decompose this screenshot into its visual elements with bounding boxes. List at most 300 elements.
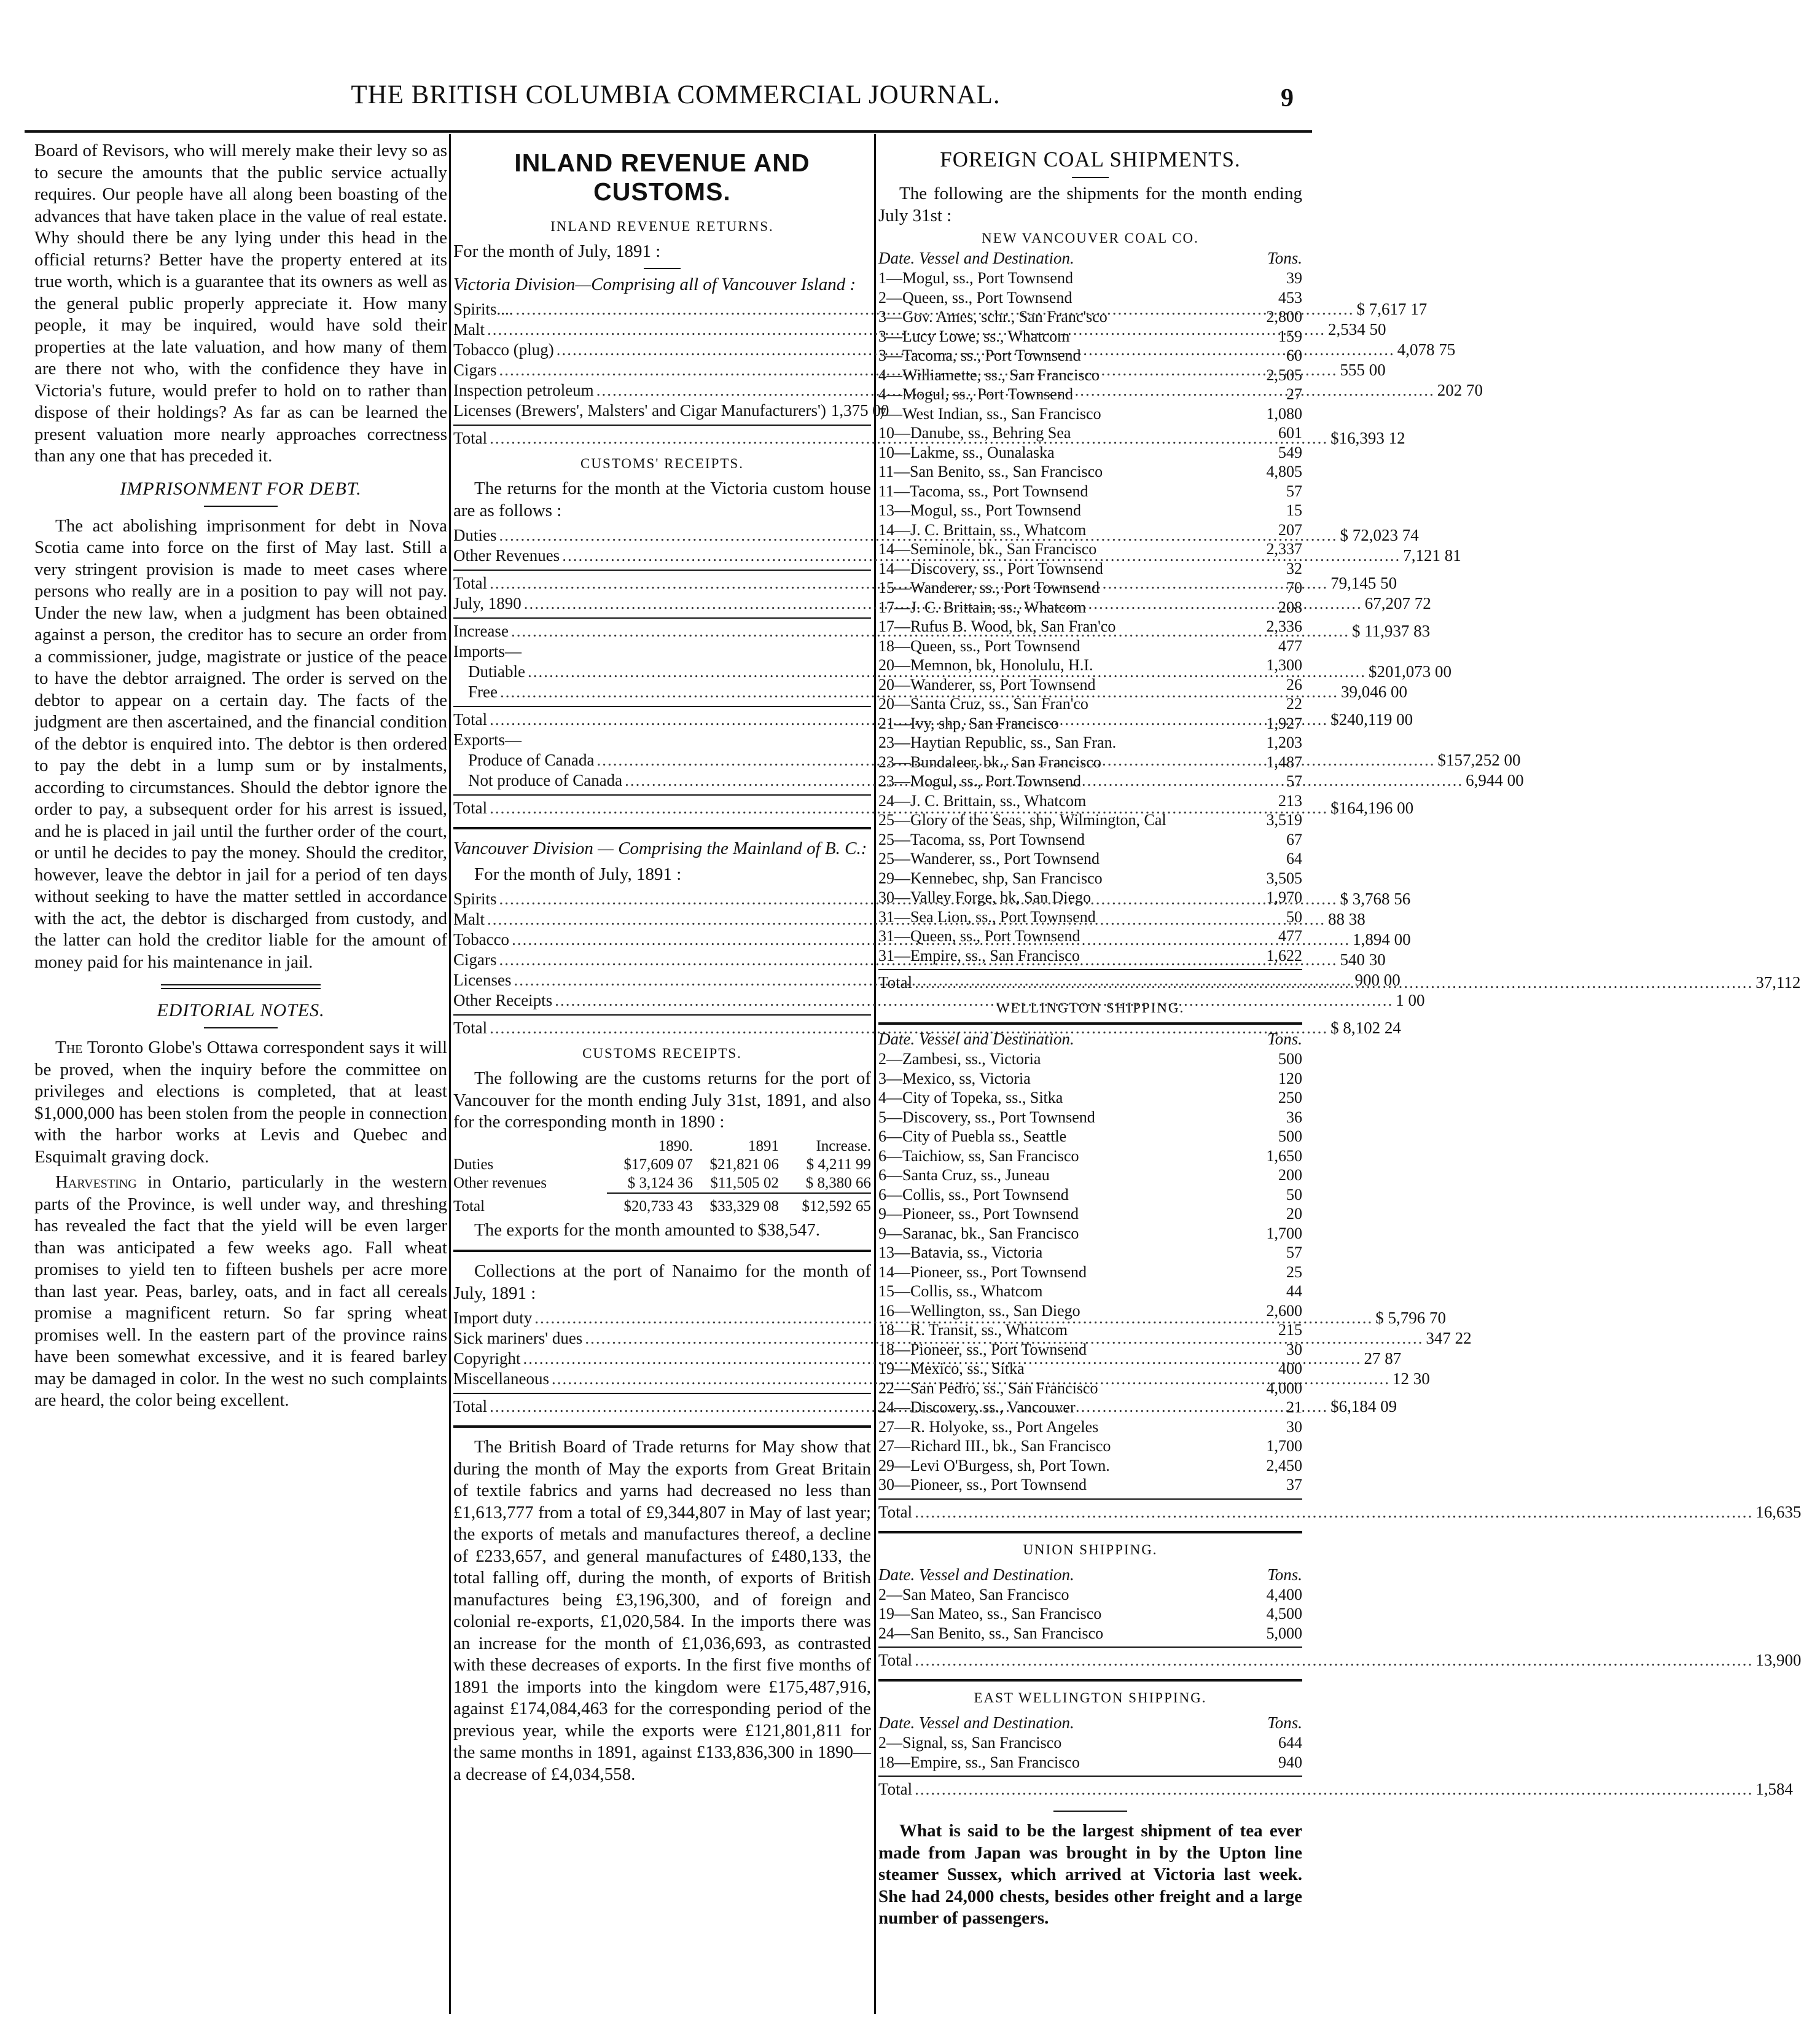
row-label: Free xyxy=(468,683,498,701)
journal-title: THE BRITISH COLUMBIA COMMERCIAL JOURNAL. xyxy=(351,80,1001,109)
row-label: Malt xyxy=(453,320,485,339)
row-label: Total xyxy=(878,1651,913,1669)
row-value: 1,375 00 xyxy=(830,401,889,420)
row-label: Tobacco xyxy=(453,930,510,949)
eastwell-sub: EAST WELLINGTON SHIPPING. xyxy=(974,1690,1207,1705)
row-value: 27 87 xyxy=(1364,1349,1402,1368)
shipment-tons: 21 xyxy=(1286,1398,1302,1416)
shipment-vessel: 2—San Mateo, San Francisco xyxy=(878,1585,1069,1603)
shipment-vessel: 31—Empire, ss., San Francisco xyxy=(878,946,1080,965)
shipment-tons: 60 xyxy=(1286,347,1302,364)
shipment-row xyxy=(878,1624,1302,1643)
shipment-tons: 64 xyxy=(1286,850,1302,867)
row-label: Miscellaneous xyxy=(453,1369,549,1388)
leader-dots xyxy=(915,1779,1753,1799)
shipment-row xyxy=(878,482,1302,501)
shipment-row xyxy=(878,539,1302,559)
row-value: $ 11,937 83 xyxy=(1351,622,1431,640)
row-label: Cigars xyxy=(453,361,497,379)
shipment-tons: 22 xyxy=(1286,695,1302,713)
shipment-row xyxy=(878,423,1302,443)
shipment-tons: 15 xyxy=(1286,501,1302,519)
shipment-row xyxy=(878,907,1302,927)
shipment-vessel: 24—J. C. Brittain, ss., Whatcom xyxy=(878,791,1087,810)
row-label: Import duty xyxy=(453,1309,533,1327)
row-label: July, 1890 xyxy=(453,594,522,613)
row-label: Copyright xyxy=(453,1349,521,1368)
shipment-vessel: 20—Santa Cruz, ss., San Fran'co xyxy=(878,695,1088,713)
cell: $ 8,380 66 xyxy=(805,1174,871,1191)
head-label: Date. Vessel and Destination. xyxy=(878,249,1074,267)
note-text: Toronto Globe's Ottawa correspondent says it will be proved, when the inquiry before the committee on privileges and elections is completed, that at least $1,000,000 has been stolen from the people in connection with the harbor works at Levis and Quebec and Esquimalt graving dock. xyxy=(34,1038,447,1167)
cell: Other revenues xyxy=(453,1174,547,1191)
shipment-tons: 1,970 xyxy=(1266,888,1302,906)
shipment-tons: 1,203 xyxy=(1266,734,1302,751)
shipment-row xyxy=(878,1127,1302,1146)
section-rule xyxy=(878,1022,1302,1025)
imprisonment-heading: IMPRISONMENT FOR DEBT. xyxy=(120,478,362,499)
row-label: Total xyxy=(878,973,913,992)
divider xyxy=(1053,1811,1127,1812)
cell: $12,592 65 xyxy=(779,1192,871,1216)
shipment-vessel: 20—Memnon, bk, Honolulu, H.I. xyxy=(878,656,1093,674)
shipment-tons: 57 xyxy=(1286,482,1302,500)
editorial-note-1 xyxy=(34,1037,447,1168)
shipment-vessel: 2—Queen, ss., Port Townsend xyxy=(878,288,1072,307)
shipment-row xyxy=(878,385,1302,404)
shipment-vessel: 18—Pioneer, ss., Port Townsend xyxy=(878,1340,1087,1358)
shipment-vessel: 6—Collis, ss., Port Townsend xyxy=(878,1185,1069,1204)
shipment-row xyxy=(878,1585,1302,1605)
shipment-vessel: 25—Tacoma, ss, Port Townsend xyxy=(878,830,1085,848)
leader-dots xyxy=(915,1650,1753,1670)
row-label: Total xyxy=(453,1019,488,1037)
shipment-row xyxy=(878,1088,1302,1108)
shipment-vessel: 6—City of Puebla ss., Seattle xyxy=(878,1127,1067,1145)
shipment-tons: 215 xyxy=(1278,1321,1302,1339)
row-value: $157,252 00 xyxy=(1437,751,1521,769)
divider xyxy=(204,1027,278,1028)
divider xyxy=(1072,177,1109,178)
shipment-vessel: 30—Valley Forge, bk, San Diego xyxy=(878,888,1092,906)
shipment-row xyxy=(878,1340,1302,1360)
head-tons: Tons. xyxy=(1267,1565,1302,1584)
editorial-note-2 xyxy=(34,1172,447,1412)
shipment-tons: 1,080 xyxy=(1266,404,1302,423)
shipment-row xyxy=(878,772,1302,791)
nvcc-sub: NEW VANCOUVER COAL CO. xyxy=(982,230,1199,246)
row-value: $201,073 00 xyxy=(1368,662,1451,681)
cell: $20,733 43 xyxy=(607,1192,693,1216)
divider xyxy=(644,268,681,269)
tea-paragraph: What is said to be the largest shipment of tea ever made from Japan was brought in by the Upton line steamer Sussex, which arrived at Victoria last week. She had 24,000 chests, besides other freight and a large number of passengers. xyxy=(878,1821,1302,1928)
shipment-row xyxy=(878,830,1302,850)
shipment-tons: 500 xyxy=(1278,1050,1302,1068)
wellington-sub: WELLINGTON SHIPPING. xyxy=(996,1000,1185,1016)
shipment-vessel: 15—Collis, ss., Whatcom xyxy=(878,1282,1043,1300)
shipment-tons: 2,600 xyxy=(1266,1301,1302,1320)
shipment-tons: 1,700 xyxy=(1266,1224,1302,1242)
row-label: Licenses xyxy=(453,971,512,989)
shipment-row xyxy=(878,268,1302,288)
shipment-row xyxy=(878,1049,1302,1069)
shipment-vessel: 24—San Benito, ss., San Francisco xyxy=(878,1624,1104,1642)
shipment-row xyxy=(878,1301,1302,1321)
shipment-vessel: 11—Tacoma, ss., Port Townsend xyxy=(878,482,1088,500)
shipment-vessel: 2—Signal, ss, San Francisco xyxy=(878,1734,1062,1752)
shipment-row xyxy=(878,694,1302,714)
customs-sub: CUSTOMS' RECEIPTS. xyxy=(580,456,744,471)
cell: $33,329 08 xyxy=(693,1192,779,1216)
section-rule xyxy=(878,1679,1302,1682)
shipment-row xyxy=(878,675,1302,695)
row-value: $164,196 00 xyxy=(1330,799,1414,817)
shipment-row xyxy=(878,1456,1302,1476)
label: Imports— xyxy=(453,642,522,660)
shipment-row xyxy=(878,1263,1302,1282)
union-head xyxy=(878,1564,1302,1585)
revisors-paragraph: Board of Revisors, who will merely make their levy so as to secure the amounts that the public service actually requires. Our people have all along been boasting of the advances that have taken place in the value of real estate. Why should there be any lying under this head in the official returns? Better have the property entered at its true worth, which is a guarantee that its owners as well as the general public properly appreciate it. How many people, it may be inquired, would have sold their properties at the late valuation, and how many of them are there not who, with the confidence they have in Victoria's future, would prefer to hold on to rather than dispose of their holdings? As far as can be learned the present valuation more nearly approaches correctness than any one that has preceded it. xyxy=(34,141,447,466)
shipment-tons: 26 xyxy=(1286,675,1302,694)
row-value: 1 00 xyxy=(1396,991,1425,1009)
union-total xyxy=(878,1647,1801,1670)
shipment-vessel: 31—Sea Lion, ss., Port Townsend xyxy=(878,907,1096,926)
row-value: 37,112 xyxy=(1756,973,1801,992)
lead-word: The xyxy=(55,1038,83,1057)
row-value: 1,894 00 xyxy=(1353,930,1411,949)
shipment-row xyxy=(878,1359,1302,1379)
row-label: Total xyxy=(453,1397,488,1416)
shipment-vessel: 1—Mogul, ss., Port Townsend xyxy=(878,269,1073,287)
shipment-vessel: 5—Discovery, ss., Port Townsend xyxy=(878,1108,1095,1126)
shipment-vessel: 2—Zambesi, ss., Victoria xyxy=(878,1050,1041,1068)
shipment-vessel: 4—City of Topeka, ss., Sitka xyxy=(878,1089,1063,1106)
shipment-vessel: 25—Glory of the Seas, shp, Wilmington, Cal xyxy=(878,811,1166,829)
cell: Duties xyxy=(453,1156,494,1173)
wellington-table xyxy=(878,1049,1302,1495)
total-row xyxy=(878,1498,1801,1522)
row-label: Spirits xyxy=(453,890,497,908)
row-label: Total xyxy=(878,1780,913,1798)
total-row xyxy=(453,1014,1401,1038)
vcustoms-table xyxy=(453,1137,871,1216)
head-label: Date. Vessel and Destination. xyxy=(878,1713,1074,1732)
shipment-vessel: 7—West Indian, ss., San Francisco xyxy=(878,404,1101,423)
head-label: Date. Vessel and Destination. xyxy=(878,1565,1074,1584)
shipment-vessel: 4—Mogul, ss., Port Townsend xyxy=(878,385,1073,403)
shipment-row xyxy=(878,1320,1302,1340)
shipment-row xyxy=(878,1165,1302,1185)
row-label: Total xyxy=(878,1502,913,1521)
shipment-row xyxy=(878,1224,1302,1243)
shipment-vessel: 3—Mexico, ss, Victoria xyxy=(878,1069,1031,1087)
shipment-row xyxy=(878,1475,1302,1495)
shipment-vessel: 6—Santa Cruz, ss., Juneau xyxy=(878,1166,1050,1184)
shipment-tons: 120 xyxy=(1278,1069,1302,1087)
shipment-row xyxy=(878,1069,1302,1089)
total-row xyxy=(878,1776,1793,1799)
shipment-row xyxy=(878,559,1302,579)
row-label: Other Revenues xyxy=(453,546,560,565)
shipment-tons: 1,927 xyxy=(1266,714,1302,732)
page-number: 9 xyxy=(1281,84,1294,112)
row-value: $ 7,617 17 xyxy=(1356,300,1428,318)
shipment-vessel: 14—Seminole, bk., San Francisco xyxy=(878,540,1097,558)
row-label: Tobacco (plug) xyxy=(453,340,554,359)
section-rule xyxy=(878,1531,1302,1533)
shipment-vessel: 25—Wanderer, ss., Port Townsend xyxy=(878,850,1100,867)
shipment-row xyxy=(878,288,1302,308)
shipment-vessel: 23—Haytian Republic, ss., San Fran. xyxy=(878,734,1117,751)
row-label: Sick mariners' dues xyxy=(453,1329,583,1347)
shipment-row xyxy=(878,462,1302,482)
shipment-tons: 57 xyxy=(1286,772,1302,790)
row-value: 2,534 50 xyxy=(1328,320,1386,339)
shipment-vessel: 19—San Mateo, ss., San Francisco xyxy=(878,1605,1102,1623)
shipment-tons: 1,622 xyxy=(1266,946,1302,965)
row-value: 16,635 xyxy=(1756,1502,1801,1521)
shipment-tons: 2,450 xyxy=(1266,1456,1302,1474)
shipment-tons: 1,300 xyxy=(1266,656,1302,674)
row-value: 6,944 00 xyxy=(1466,771,1524,789)
shipment-tons: 4,400 xyxy=(1266,1585,1302,1603)
page-header xyxy=(49,80,1302,123)
shipment-vessel: 9—Saranac, bk., San Francisco xyxy=(878,1224,1079,1242)
shipment-tons: 200 xyxy=(1278,1166,1302,1184)
row-label: Total xyxy=(453,710,488,729)
shipment-tons: 4,500 xyxy=(1266,1605,1302,1623)
victoria-division: Victoria Division—Comprising all of Vancouver Island : xyxy=(453,274,856,294)
wellington-total xyxy=(878,1498,1801,1522)
row-value: 202 70 xyxy=(1437,381,1483,399)
col-head: 1891 xyxy=(748,1137,779,1154)
vancouver-division: Vancouver Division — Comprising the Mainland of B. C.: xyxy=(453,839,867,858)
shipment-row xyxy=(878,578,1302,598)
shipment-tons: 57 xyxy=(1286,1243,1302,1261)
shipment-vessel: 27—Richard III., bk., San Francisco xyxy=(878,1437,1111,1455)
shipment-row xyxy=(878,1108,1302,1127)
section-rule xyxy=(453,827,871,829)
shipment-row xyxy=(878,1753,1302,1772)
shipment-row xyxy=(878,1282,1302,1301)
imports-label xyxy=(453,641,871,662)
shipment-tons: 5,000 xyxy=(1266,1624,1302,1642)
head-label: Date. Vessel and Destination. xyxy=(878,1030,1074,1048)
shipment-row xyxy=(878,1185,1302,1205)
cell: $21,821 06 xyxy=(709,1156,779,1173)
shipment-tons: 644 xyxy=(1278,1734,1302,1752)
shipment-vessel: 23—Bundaleer, bk., San Francisco xyxy=(878,753,1101,771)
shipment-vessel: 27—R. Holyoke, ss., Port Angeles xyxy=(878,1417,1099,1436)
union-sub: UNION SHIPPING. xyxy=(1023,1541,1158,1557)
shipment-tons: 70 xyxy=(1286,579,1302,597)
row-label: Inspection petroleum xyxy=(453,381,594,399)
row-label: Licenses (Brewers', Malsters' and Cigar Manufacturers') xyxy=(453,401,826,420)
head-tons: Tons. xyxy=(1267,1030,1302,1048)
header-rule xyxy=(25,130,1312,133)
shipment-vessel: 30—Pioneer, ss., Port Townsend xyxy=(878,1476,1087,1494)
shipment-row xyxy=(878,346,1302,366)
shipment-tons: 44 xyxy=(1286,1282,1302,1300)
coal-intro: The following are the shipments for the month ending July 31st : xyxy=(878,184,1302,225)
row-value: $ 72,023 74 xyxy=(1340,526,1419,544)
shipment-vessel: 29—Kennebec, shp, San Francisco xyxy=(878,869,1103,887)
row-value: 13,900 xyxy=(1756,1651,1801,1669)
row-value: 555 00 xyxy=(1340,361,1386,379)
shipment-vessel: 13—Batavia, ss., Victoria xyxy=(878,1243,1043,1261)
row-label: Cigars xyxy=(453,950,497,969)
shipment-vessel: 20—Wanderer, ss, Port Townsend xyxy=(878,675,1096,694)
shipment-row xyxy=(878,1733,1302,1753)
wellington-head xyxy=(878,1028,1302,1049)
shipment-tons: 477 xyxy=(1278,636,1302,655)
row-label: Produce of Canada xyxy=(468,751,595,769)
shipment-vessel: 10—Danube, ss., Behring Sea xyxy=(878,424,1071,442)
row-value: $ 8,102 24 xyxy=(1330,1019,1401,1037)
shipment-tons: 1,700 xyxy=(1266,1437,1302,1455)
shipment-tons: 50 xyxy=(1286,907,1302,926)
shipment-tons: 601 xyxy=(1278,424,1302,442)
row-label: Dutiable xyxy=(468,662,525,681)
shipment-tons: 1,487 xyxy=(1266,753,1302,771)
col-head: 1890. xyxy=(658,1137,693,1154)
shipment-row xyxy=(878,443,1302,463)
head-tons: Tons. xyxy=(1267,249,1302,267)
shipment-tons: 453 xyxy=(1278,288,1302,307)
section-rule xyxy=(453,1250,871,1252)
shipment-row xyxy=(878,1204,1302,1224)
shipment-tons: 37 xyxy=(1286,1476,1302,1494)
column-left xyxy=(34,140,447,2008)
shipment-tons: 2,505 xyxy=(1266,366,1302,384)
row-label: Total xyxy=(453,429,488,447)
shipment-vessel: 4—Williamette, ss., San Francisco xyxy=(878,366,1100,384)
shipment-row xyxy=(878,617,1302,636)
inland-revenue-heading: INLAND REVENUE AND CUSTOMS. xyxy=(514,149,810,206)
shipment-tons: 4,000 xyxy=(1266,1379,1302,1397)
shipment-tons: 3,505 xyxy=(1266,869,1302,887)
vancouver-month: For the month of July, 1891 : xyxy=(474,864,682,884)
shipment-vessel: 17—Rufus B. Wood, bk, San Fran'co xyxy=(878,617,1116,635)
shipment-vessel: 3—Tacoma, ss., Port Townsend xyxy=(878,347,1081,364)
vcustoms-sub: CUSTOMS RECEIPTS. xyxy=(582,1046,742,1061)
shipment-tons: 1,650 xyxy=(1266,1146,1302,1165)
row-label: Malt xyxy=(453,910,485,928)
row-value: 88 38 xyxy=(1328,910,1365,928)
shipment-row xyxy=(878,501,1302,520)
row-label: Total xyxy=(453,574,488,592)
shipment-vessel: 14—Pioneer, ss., Port Townsend xyxy=(878,1263,1087,1281)
shipment-row xyxy=(878,1436,1302,1456)
shipment-tons: 30 xyxy=(1286,1417,1302,1436)
row-label: Total xyxy=(453,799,488,817)
shipment-vessel: 14—J. C. Brittain, ss., Whatcom xyxy=(878,520,1087,539)
row-label: Not produce of Canada xyxy=(468,771,623,789)
shipment-row xyxy=(878,636,1302,656)
row-label: Duties xyxy=(453,526,497,544)
shipment-vessel: 11—San Benito, ss., San Francisco xyxy=(878,463,1103,480)
shipment-row xyxy=(878,656,1302,675)
row-value: 12 30 xyxy=(1392,1369,1430,1388)
cell: $11,505 02 xyxy=(710,1174,779,1191)
shipment-tons: 30 xyxy=(1286,1340,1302,1358)
cell: Total xyxy=(453,1197,485,1215)
shipment-vessel: 21—Ivy, shp, San Francisco xyxy=(878,714,1059,732)
shipment-row xyxy=(878,869,1302,888)
shipment-tons: 2,337 xyxy=(1266,540,1302,558)
shipment-tons: 36 xyxy=(1286,1108,1302,1126)
eastwell-table xyxy=(878,1733,1302,1772)
row-value: $ 5,796 70 xyxy=(1375,1309,1446,1327)
shipment-row xyxy=(878,714,1302,734)
shipment-vessel: 24—Discovery, ss., Vancouver xyxy=(878,1398,1076,1416)
row-value: 7,121 81 xyxy=(1403,546,1461,565)
shipment-tons: 500 xyxy=(1278,1127,1302,1145)
total-row xyxy=(878,1647,1801,1670)
vancouver-total xyxy=(453,1014,1401,1038)
shipment-tons: 940 xyxy=(1278,1753,1302,1771)
col-head xyxy=(453,1137,607,1156)
vcustoms-intro: The following are the customs returns for the port of Vancouver for the month ending July 31st, 1891, and also for the corresponding month in 1890 : xyxy=(453,1068,871,1132)
shipment-tons: 207 xyxy=(1278,520,1302,539)
shipment-vessel: 9—Pioneer, ss., Port Townsend xyxy=(878,1205,1079,1223)
eastwell-head xyxy=(878,1712,1302,1733)
shipment-tons: 2,336 xyxy=(1266,617,1302,635)
shipment-tons: 27 xyxy=(1286,385,1302,403)
shipment-vessel: 31—Queen, ss., Port Townsend xyxy=(878,927,1080,945)
shipment-tons: 477 xyxy=(1278,927,1302,945)
divider xyxy=(204,506,278,507)
shipment-tons: 39 xyxy=(1286,269,1302,287)
cell: $ 4,211 99 xyxy=(806,1156,871,1173)
shipment-row xyxy=(878,1417,1302,1437)
shipment-row xyxy=(878,1604,1302,1624)
row-label: Spirits.... xyxy=(453,300,514,318)
coal-heading: FOREIGN COAL SHIPMENTS. xyxy=(940,147,1241,171)
shipment-vessel: 18—Queen, ss., Port Townsend xyxy=(878,636,1080,655)
nvcc-table xyxy=(878,268,1302,965)
shipment-row xyxy=(878,307,1302,327)
row-value: 4,078 75 xyxy=(1397,340,1456,359)
inland-sub: INLAND REVENUE RETURNS. xyxy=(550,219,774,234)
shipment-row xyxy=(878,946,1302,966)
shipment-row xyxy=(878,404,1302,424)
row-value: $6,184 09 xyxy=(1330,1397,1397,1416)
shipment-vessel: 3—Lucy Lowe, ss., Whatcom xyxy=(878,327,1070,345)
shipment-tons: 159 xyxy=(1278,327,1302,345)
shipment-vessel: 15—Wanderer, ss., Port Townsend xyxy=(878,579,1100,597)
shipment-vessel: 23—Mogul, ss., Port Townsend xyxy=(878,772,1081,790)
leader-dots xyxy=(915,1502,1753,1522)
row-value: 79,145 50 xyxy=(1330,574,1397,592)
shipment-row xyxy=(878,520,1302,540)
note-text: in Ontario, particularly in the western parts of the Province, is well under way, and threshing has revealed the fact that the yield will be even larger than was anticipated a few weeks ago. Fall wheat promises to yield ten to fifteen bushels per acre more than last year. Peas, barley, oats, and in fact all cereals promise a magnificent return. So far spring wheat promises well. In the eastern part of the province rains have been somewhat excessive, and it is feared barley may be damaged in color. In the west no such complaints are heard, the color being excellent. xyxy=(34,1172,447,1410)
shipment-vessel: 19—Mexico, ss., Sitka xyxy=(878,1360,1025,1377)
row-value: 347 22 xyxy=(1426,1329,1472,1347)
shipment-tons: 32 xyxy=(1286,559,1302,578)
leader-dots xyxy=(915,973,1753,993)
shipment-vessel: 14—Discovery, ss., Port Townsend xyxy=(878,559,1103,578)
eastwell-total xyxy=(878,1776,1793,1799)
shipment-tons: 25 xyxy=(1286,1263,1302,1281)
shipment-row xyxy=(878,1379,1302,1398)
row-value: $16,393 12 xyxy=(1330,429,1405,447)
shipment-row xyxy=(878,926,1302,946)
row-value: 900 00 xyxy=(1354,971,1401,989)
shipment-vessel: 10—Lakme, ss., Ounalaska xyxy=(878,443,1055,461)
shipment-vessel: 18—R. Transit, ss., Whatcom xyxy=(878,1321,1068,1339)
shipment-row xyxy=(878,791,1302,811)
